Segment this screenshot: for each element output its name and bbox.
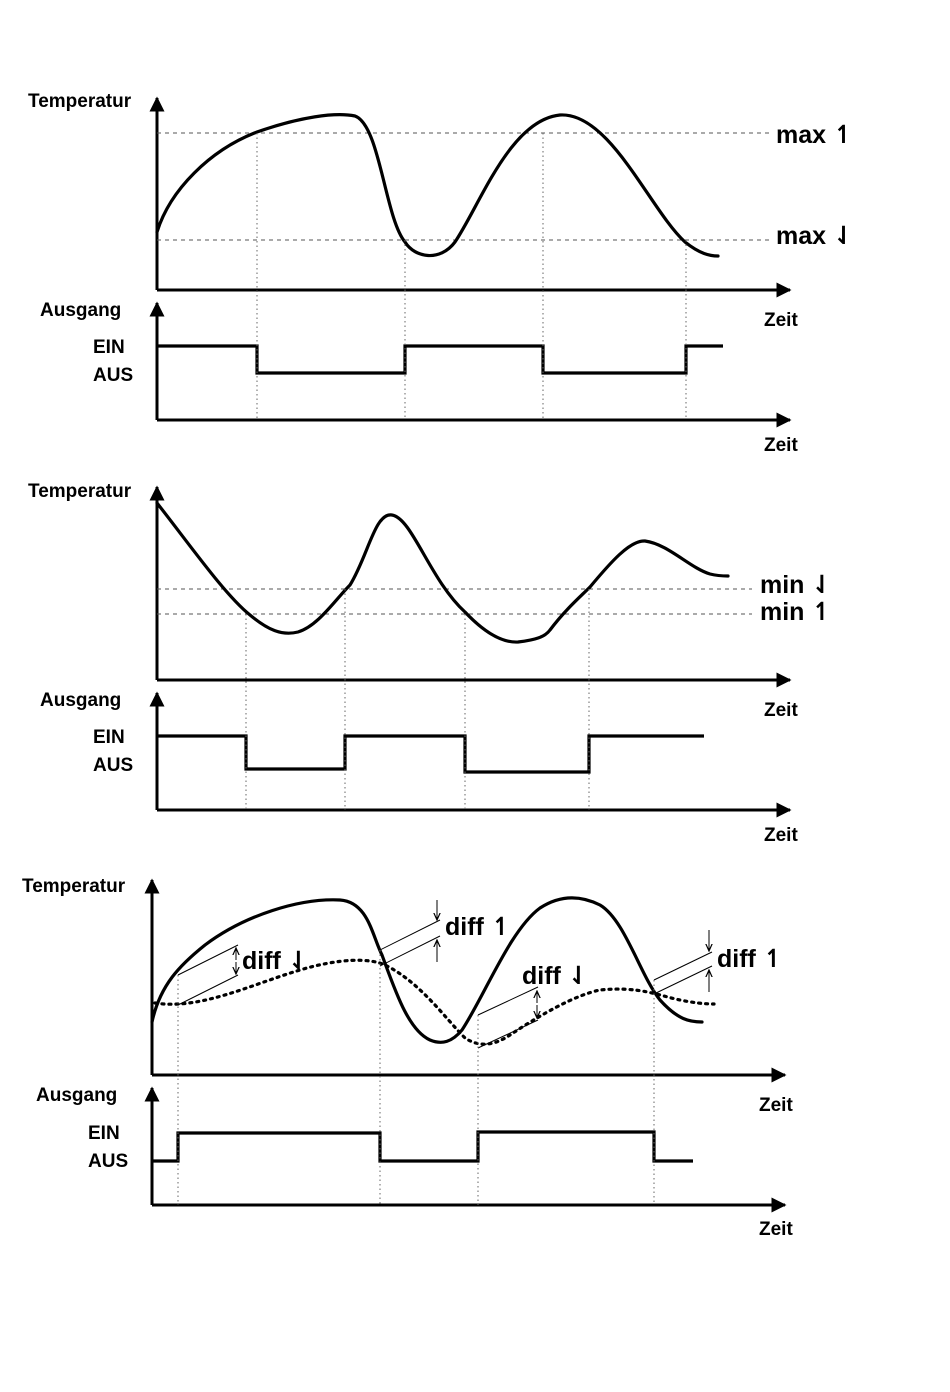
diff-marker-2 <box>380 900 512 966</box>
on-label: EIN <box>93 337 125 358</box>
temperature-curve <box>157 115 718 256</box>
threshold-max-upper-label: max ↿ <box>776 121 854 149</box>
diff-label-4: diff ↿ <box>717 945 784 973</box>
off-label: AUS <box>93 365 134 386</box>
output-time-axis-label: Zeit <box>764 825 798 846</box>
output-signal <box>157 736 704 772</box>
diff-marker-3 <box>478 962 589 1048</box>
panel-3 <box>22 876 793 1240</box>
diff-label-1: diff ⇃ <box>242 947 309 975</box>
diff-label-3: diff ⇃ <box>522 962 589 990</box>
threshold-min-upper-label: min ⇃ <box>760 571 833 599</box>
output-axis-label: Ausgang <box>40 300 122 321</box>
output-time-axis-label: Zeit <box>764 435 798 456</box>
on-label: EIN <box>93 727 125 748</box>
switch-guides <box>257 133 686 420</box>
output-axis-label: Ausgang <box>36 1085 118 1106</box>
temperature-axis-label: Temperatur <box>28 91 132 112</box>
temperature-axis-label: Temperatur <box>28 481 132 502</box>
output-signal <box>152 1132 693 1161</box>
temperature-axis-label: Temperatur <box>22 876 126 897</box>
temperature-curve <box>152 898 702 1042</box>
off-label: AUS <box>93 755 134 776</box>
output-axis-label: Ausgang <box>40 690 122 711</box>
temperature-curve <box>157 503 728 642</box>
off-label: AUS <box>88 1151 129 1172</box>
time-axis-label: Zeit <box>764 310 798 331</box>
panel-2 <box>28 481 832 846</box>
time-axis-label: Zeit <box>764 700 798 721</box>
threshold-max-lower-label: max ⇃ <box>776 222 854 250</box>
output-time-axis-label: Zeit <box>759 1219 793 1240</box>
diff-marker-4 <box>654 930 784 994</box>
diff-label-2: diff ↿ <box>445 913 512 941</box>
diff-marker-1 <box>178 945 309 1005</box>
threshold-min-lower-label: min ↿ <box>760 598 833 626</box>
reference-temperature-curve <box>155 960 714 1044</box>
switch-guides <box>246 589 589 810</box>
output-signal <box>157 346 723 373</box>
panel-1 <box>28 91 854 456</box>
on-label: EIN <box>88 1123 120 1144</box>
time-axis-label: Zeit <box>759 1095 793 1116</box>
